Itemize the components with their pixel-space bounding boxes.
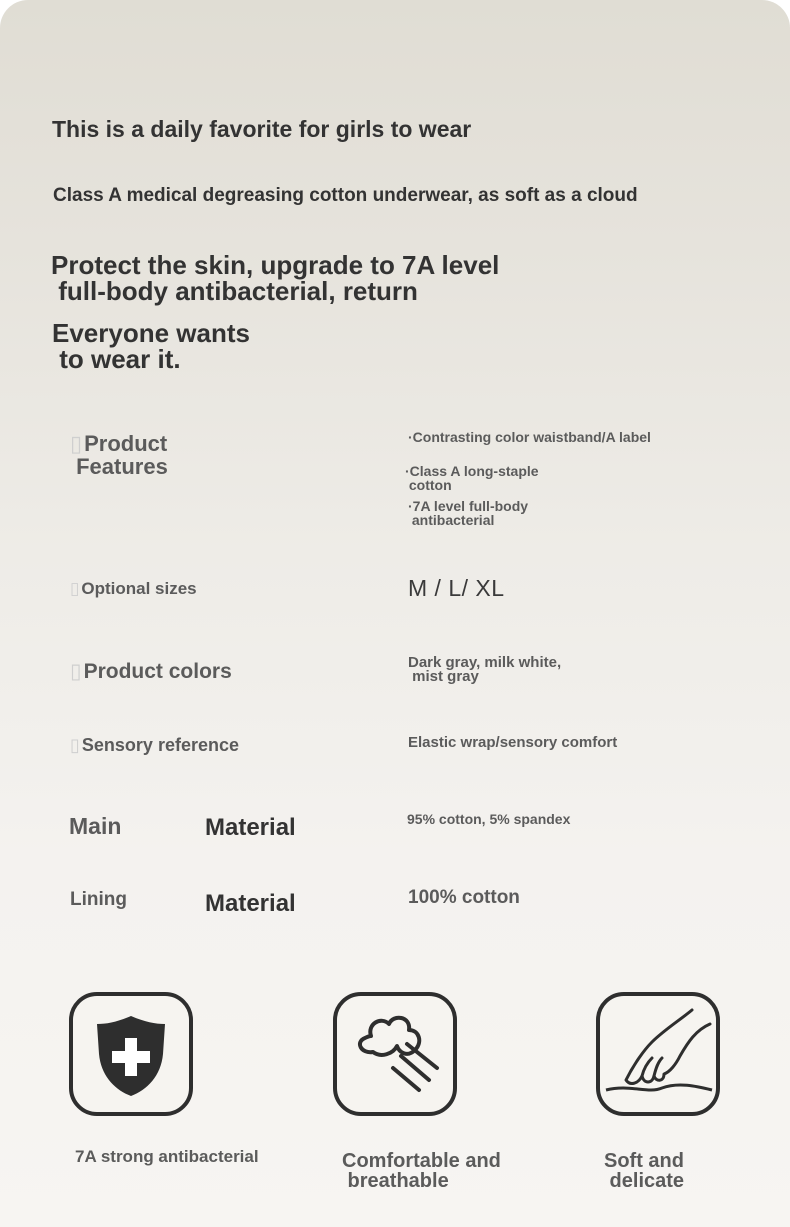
sensory-value: Elastic wrap/sensory comfort	[408, 734, 618, 751]
features-label: ▯Product Features	[70, 431, 168, 479]
sensory-label: ▯ Sensory reference	[70, 735, 239, 755]
antibacterial-badge	[69, 992, 193, 1116]
headline-everyone-wants: Everyone wants to wear it.	[52, 318, 250, 374]
soft-caption: Soft and delicate	[604, 1150, 685, 1192]
lining-label: Lining	[70, 889, 127, 910]
breathable-badge	[333, 992, 457, 1116]
headline-medical-cotton: Class A medical degreasing cotton underwear, as soft as a cloud	[53, 185, 638, 206]
breathable-airflow-icon	[337, 996, 453, 1112]
antibacterial-caption: 7A strong antibacterial	[75, 1147, 259, 1166]
lining-material-value: 100% cotton	[408, 887, 520, 908]
lining-material-label: Material	[205, 890, 296, 917]
sizes-marker-icon: ▯	[70, 579, 80, 598]
feature-item: ·7A level full-body antibacterial	[408, 498, 529, 528]
sizes-label: ▯ Optional sizes	[70, 579, 197, 598]
breathable-caption: Comfortable and breathable	[342, 1150, 501, 1192]
colors-label: ▯Product colors	[70, 660, 232, 683]
feature-item: ·Class A long-staple cotton	[405, 463, 539, 493]
soft-badge	[596, 992, 720, 1116]
main-label: Main	[69, 813, 122, 839]
headline-protect-skin: Protect the skin, upgrade to 7A level full-body antibacterial, return	[51, 250, 500, 306]
sensory-marker-icon: ▯	[70, 735, 80, 755]
colors-marker-icon: ▯	[70, 660, 82, 683]
main-material-value: 95% cotton, 5% spandex	[407, 811, 571, 827]
features-marker-icon: ▯	[70, 431, 83, 456]
main-material-label: Material	[205, 814, 296, 841]
shield-plus-icon	[73, 996, 189, 1112]
headline-daily-favorite: This is a daily favorite for girls to wear	[52, 116, 472, 142]
sizes-value: M / L/ XL	[408, 575, 505, 601]
colors-value: Dark gray, milk white, mist gray	[408, 654, 562, 685]
feature-item: ·Contrasting color waistband/A label	[408, 429, 651, 445]
soft-hand-icon	[600, 996, 716, 1112]
